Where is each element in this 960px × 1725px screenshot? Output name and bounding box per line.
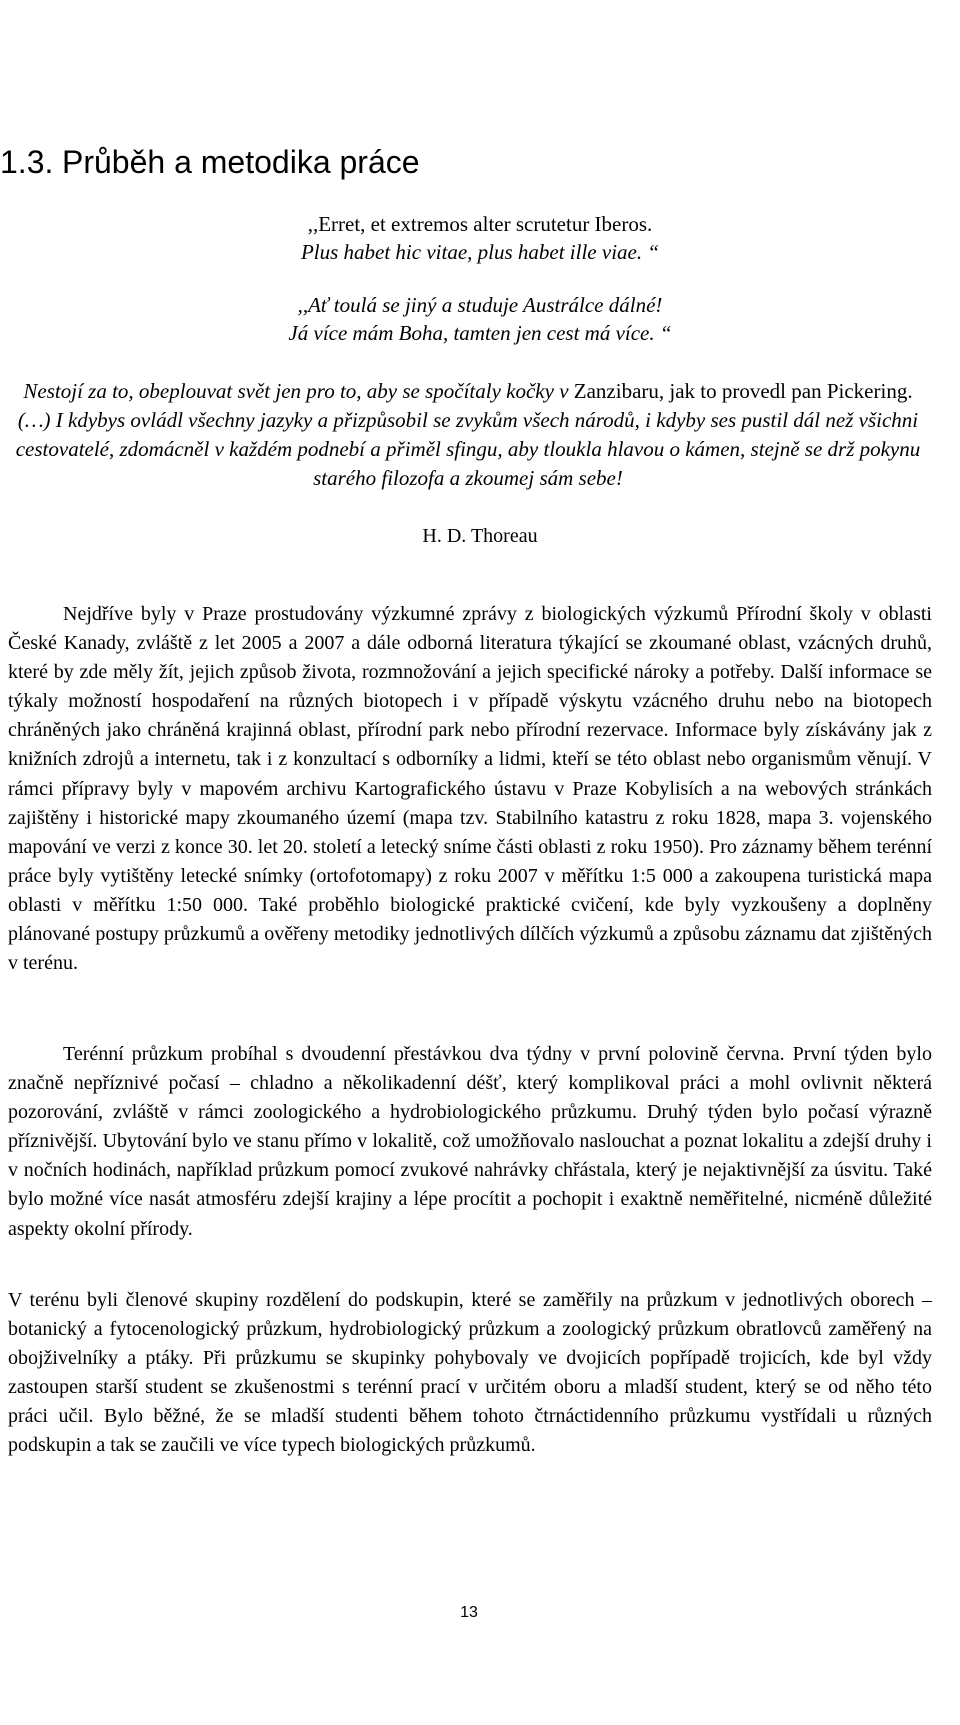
czech-motto-line-1: ,,Ať toulá se jiný a studuje Austrálce dálné! [297,293,663,317]
paragraph-preparation: Nejdříve byly v Praze prostudovány výzkumné zprávy z biologických výzkumů Přírodní školy v oblasti České Kanady, zvláště z let 2005 a 2007 a dále odborná literatura týkající se zkoumané oblast, vzácných druhů, které by zde měly žít, jejich způsob života, rozmnožování a jejich specifické nároky a potřeby. Další informace se týkaly možností hospodaření na různých biotopech i v případě výskytu vzácného druhu nebo na biotopech chráněných jako chráněná krajinná oblast, přírodní park nebo přírodní rezervace. Informace byly získávány jak z knižních zdrojů a internetu, tak i z konzultací s odborníky a lidmi, kteří se této oblast nebo organismům věnují. V rámci přípravy byly v mapovém archivu Kartografického ústavu v Praze Kobylisích a na webových stránkách zajištěny i historické mapy zkoumaného území (mapa tzv. Stabilního katastru z roku 1828, mapa 3. vojenského mapování ve verzi z konce 30. let 20. století a letecký sníme části oblasti z roku 1950). Pro záznamy během terénní práce byly vytištěny letecké snímky (ortofotomapy) z roku 2007 v měřítku 1:5 000 a zakoupena turistická mapa oblasti v měřítku 1:50 000. Také proběhlo biologické praktické cvičení, kde byly vyzkoušeny a doplněny plánované postupy průzkumů a ověřeny metodiky jednotlivých dílčích výzkumů a způsobu záznamu dat zjištěných v terénu. [8,603,932,975]
paragraph-fieldwork: Terénní průzkum probíhal s dvoudenní přestávkou dva týdny v první polovině června. První týden bylo značně nepříznivé počasí – chladno a několikadenní déšť, který komplikoval práci a mohl ovlivnit některá pozorování, zvláště v rámci zoologického a hydrobiologického průzkumu. Druhý týden bylo počasí výrazně příznivější. Ubytování bylo ve stanu přímo v lokalitě, což umožňovalo naslouchat a poznat lokalitu a zdejší druhy i v nočních hodinách, například průzkum pomocí zvukové nahrávky chřástala, který je nejaktivnější za úsvitu. Také bylo možné více nasát atmosféru zdejší krajiny a lépe procítit a pochopit i exaktně neměřitelné, nicméně důležité aspekty okolní přírody. [8,1043,932,1240]
quote-part-3: (…) I kdybys ovládl všechny jazyky a přizpůsobil se zvykům všech národů, i kdyby ses pustil dál než všichni cestovatelé, zdomácněl v každém podnebí a přiměl sfingu, aby tloukla hlavou o kámen, stejně se drž pokynu starého filozofa a zkoumej sám sebe! [15,408,921,490]
section-number: 1.3. [0,144,54,180]
quote-author: H. D. Thoreau [422,525,538,547]
czech-motto [0,291,960,347]
thoreau-quote [8,377,928,493]
quote-part-2: Zanzibaru, jak to provedl pan Pickering. [568,379,913,403]
paragraph-subgroups: V terénu byli členové skupiny rozdělení do podskupin, které se zaměřily na průzkum v jednotlivých oborech – botanický a fytocenologický průzkum, hydrobiologický průzkum a zoologický průzkum obratlovců zaměřený na obojživelníky a ptáky. Při průzkumu se skupinky pohybovaly ve dvojicích popřípadě trojicích, kde byl vždy zastoupen starší student se zkušenostmi s terénní prací v určitém oboru a mladší student, který se od něho této práci učil. Bylo běžné, že se mladší studenti během tohoto čtrnáctidenního průzkumu vystřídali u různých podskupin a tak se zaučili ve více typech biologických průzkumů. [8,1289,932,1457]
czech-motto-line-2: Já více mám Boha, tamten jen cest má více. “ [288,321,672,345]
latin-motto-line-2: Plus habet hic vitae, plus habet ille viae. “ [300,240,660,264]
page-number: 13 [460,1604,478,1621]
section-heading [0,142,420,182]
latin-motto-line-1: ,,Erret, et extremos alter scrutetur Iberos. [307,212,653,236]
section-title: Průběh a metodika práce [62,144,420,180]
quote-part-1: Nestojí za to, obeplouvat svět jen pro to, aby se spočítaly kočky v [23,379,569,403]
latin-motto [0,210,960,266]
